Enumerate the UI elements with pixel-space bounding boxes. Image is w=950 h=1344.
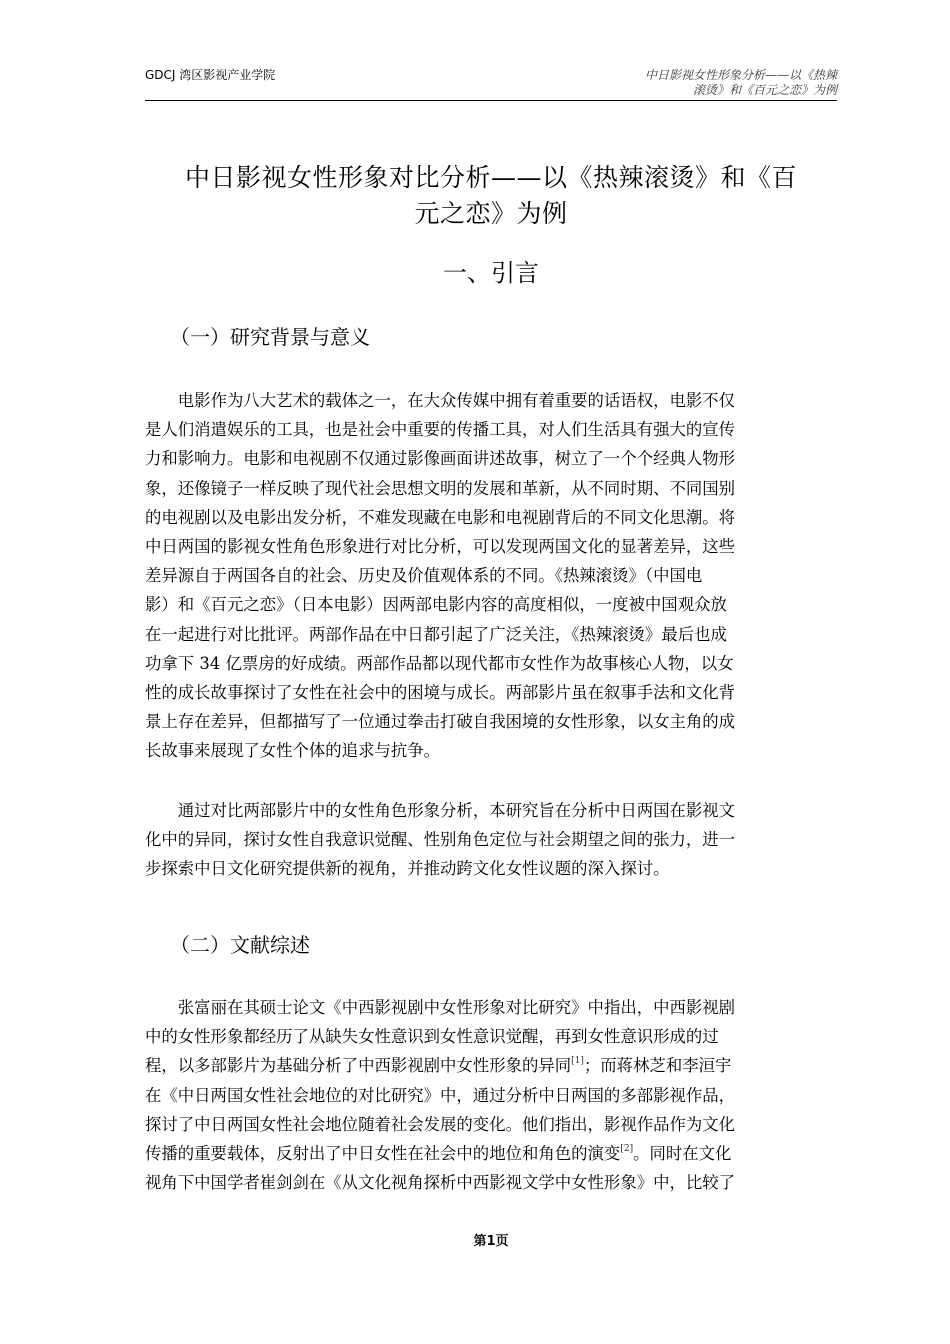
text-line: 张富丽在其硕士论文《中西影视剧中女性形象对比研究》中指出，中西影视剧 xyxy=(177,998,736,1017)
text-line: 性的成长故事探讨了女性在社会中的困境与成长。两部影片虽在叙事手法和文化背 xyxy=(145,683,736,703)
text-line: 在《中日两国女性社会地位的对比研究》中，通过分析中日两国的多部影视作品， xyxy=(145,1085,736,1105)
citation-2[interactable]: [2] xyxy=(620,1144,634,1155)
text-line: 视角下中国学者崔剑剑在《从文化视角探析中西影视文学中女性形象》中，比较了 xyxy=(145,1173,736,1193)
text-line: 通过对比两部影片中的女性角色形象分析，本研究旨在分析中日两国在影视文 xyxy=(177,801,736,820)
text-line: 探讨了中日两国女性社会地位随着社会发展的变化。他们指出，影视作品作为文化 xyxy=(145,1114,736,1134)
paper-title-line1: 中日影视女性形象对比分析——以《热辣滚烫》和《百 xyxy=(184,163,797,192)
citation-1[interactable]: [1] xyxy=(571,1056,584,1067)
text-line: 长故事来展现了女性个体的追求与抗争。 xyxy=(145,741,441,761)
text-line: 电影作为八大艺术的载体之一，在大众传媒中拥有着重要的话语权，电影不仅 xyxy=(177,391,736,410)
subsection-heading-background: （一）研究背景与意义 xyxy=(170,325,370,349)
header-institution: GDCJ 湾区影视产业学院 xyxy=(145,68,276,82)
text-line: 中日两国的影视女性角色形象进行对比分析，可以发现两国文化的显著差异，这些 xyxy=(145,537,736,557)
text-line: 是人们消遣娱乐的工具，也是社会中重要的传播工具，对人们生活具有强大的宣传 xyxy=(145,420,736,440)
paper-title xyxy=(145,160,837,232)
text-line: 象，还像镜子一样反映了现代社会思想文明的发展和革新，从不同时期、不同国别 xyxy=(145,478,736,498)
header-running-title xyxy=(587,68,837,98)
page-number: 第1页 xyxy=(473,1234,509,1249)
paragraph-literature-review xyxy=(145,993,837,1197)
text-segment: 。同时在文化 xyxy=(633,1144,732,1164)
text-line: 力和影响力。电影和电视剧不仅通过影像画面讲述故事，树立了一个个经典人物形 xyxy=(145,449,736,469)
text-line: 步探索中日文化研究提供新的视角，并推动跨文化女性议题的深入探讨。 xyxy=(145,859,670,879)
text-line: 景上存在差异，但都描写了一位通过拳击打破自我困境的女性形象，以女主角的成 xyxy=(145,712,736,732)
text-line xyxy=(145,1139,837,1168)
paragraph-background-1 xyxy=(145,386,837,766)
text-line: 差异源自于两国各自的社会、历史及价值观体系的不同。《热辣滚烫》（中国电 xyxy=(145,566,703,586)
text-line xyxy=(145,1051,837,1080)
subsection-heading-literature-review: （二）文献综述 xyxy=(170,933,310,957)
text-line: 在一起进行对比批评。两部作品在中日都引起了广泛关注，《热辣滚烫》最后也成 xyxy=(145,624,727,644)
text-line: 功拿下 34 亿票房的好成绩。两部作品都以现代都市女性作为故事核心人物，以女 xyxy=(145,653,734,673)
paper-title-line2: 元之恋》为例 xyxy=(414,199,568,228)
text-line: 中的女性形象都经历了从缺失女性意识到女性意识觉醒，再到女性意识形成的过 xyxy=(145,1027,719,1047)
text-segment: 传播的重要载体，反射出了中日女性在社会中的地位和角色的演变 xyxy=(145,1144,621,1164)
header-running-title-line1: 中日影视女性形象分析——以《热辣 xyxy=(644,68,837,82)
section-heading-introduction: 一、引言 xyxy=(443,259,539,287)
text-segment: 程，以多部影片为基础分析了中西影视剧中女性形象的异同 xyxy=(145,1056,572,1076)
header-running-title-line2: 滚烫》和《百元之恋》为例 xyxy=(692,83,837,97)
text-segment: ；而蒋林芝和李洹宇 xyxy=(583,1056,732,1076)
page-header xyxy=(145,64,837,101)
paragraph-background-2 xyxy=(145,796,837,884)
text-line: 的电视剧以及电影出发分析，不难发现藏在电影和电视剧背后的不同文化思潮。将 xyxy=(145,507,736,527)
text-line: 化中的异同，探讨女性自我意识觉醒、性别角色定位与社会期望之间的张力，进一 xyxy=(145,830,736,850)
text-line: 影）和《百元之恋》（日本电影）因两部电影内容的高度相似，一度被中国观众放 xyxy=(145,595,727,615)
